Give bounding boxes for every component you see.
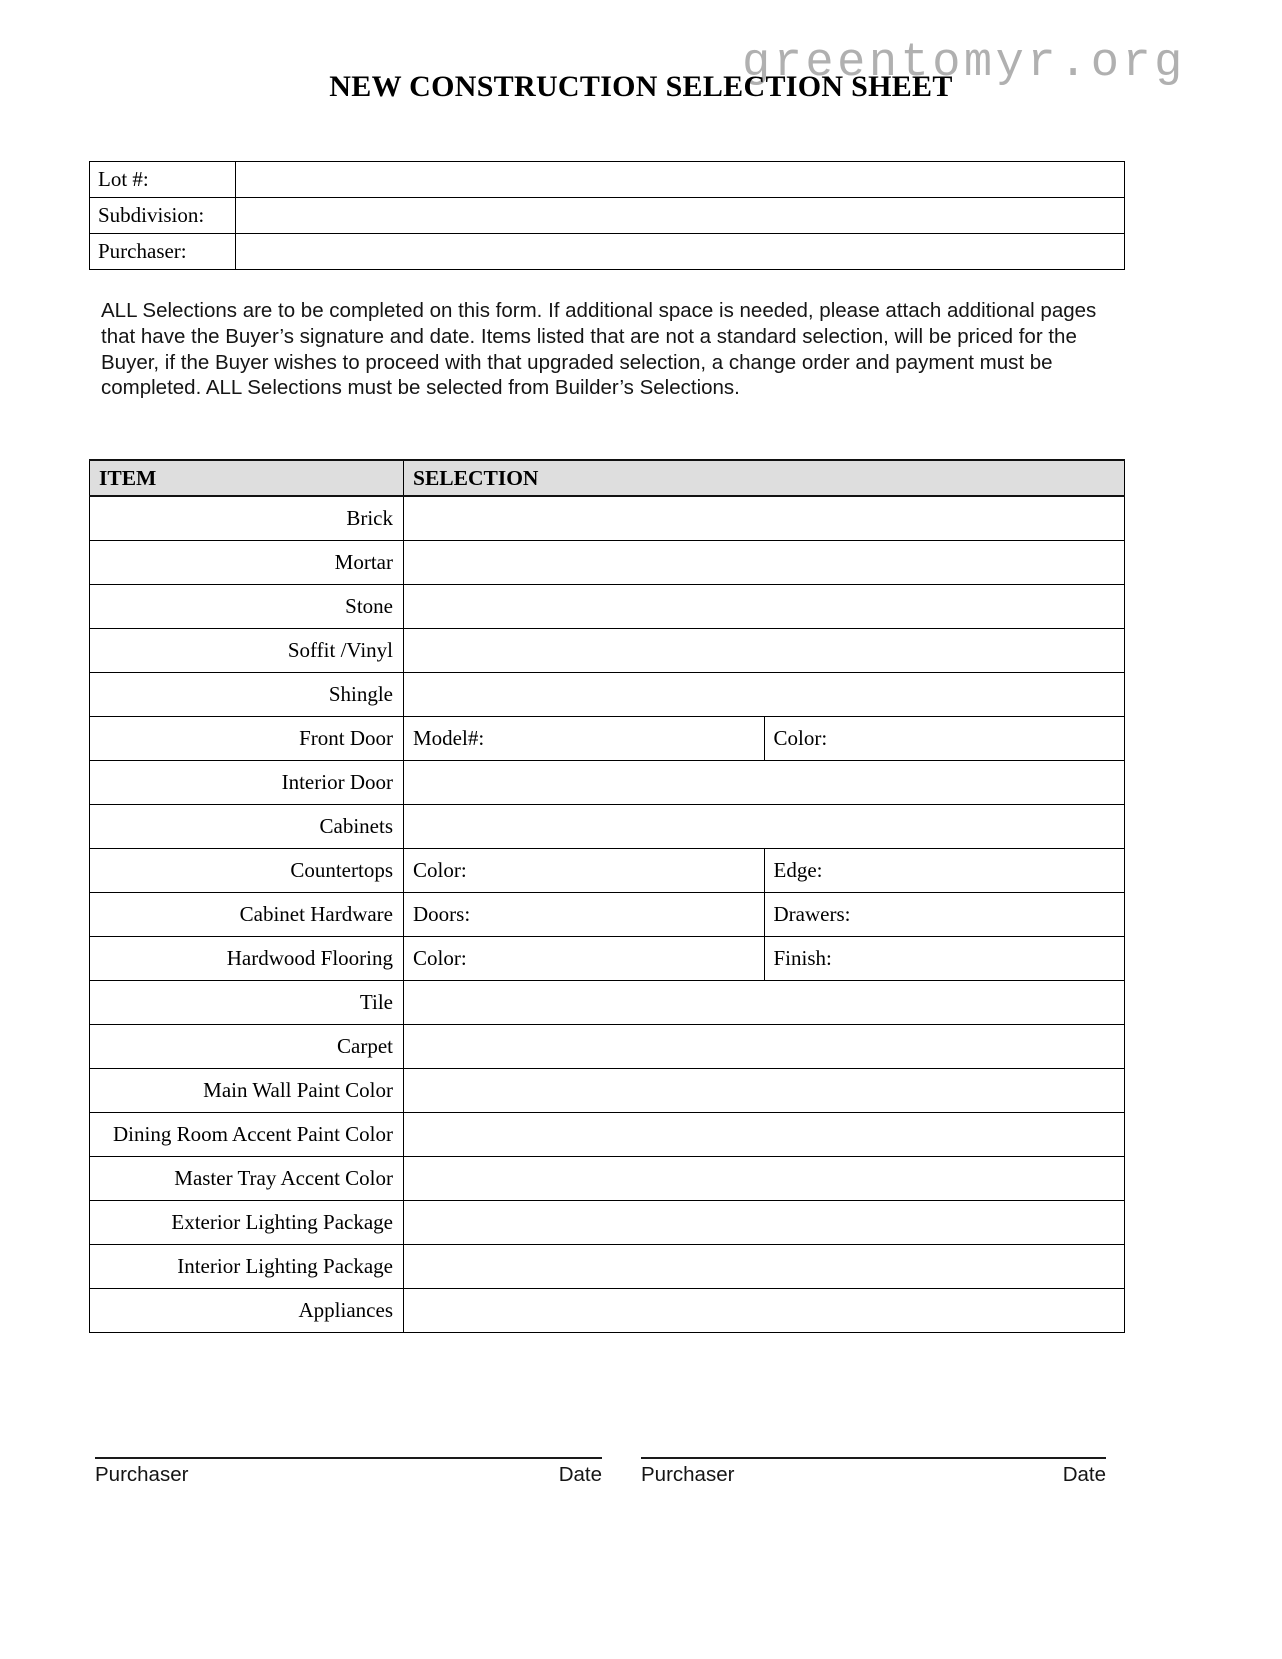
table-row: [90, 760, 1125, 804]
table-row: [90, 540, 1125, 584]
property-info-body: [90, 162, 1125, 270]
selection-field[interactable]: [404, 1024, 1125, 1068]
selection-field[interactable]: [404, 804, 1125, 848]
lot-number-field[interactable]: [236, 162, 1125, 198]
selection-field[interactable]: [404, 1288, 1125, 1332]
date-caption-1: Date: [558, 1463, 602, 1486]
signature-line-1[interactable]: [95, 1457, 602, 1459]
item-label: Interior Lighting Package: [90, 1244, 404, 1288]
subdivision-field[interactable]: [236, 198, 1125, 234]
table-row: [90, 672, 1125, 716]
property-info-table: [89, 161, 1125, 270]
page-title: NEW CONSTRUCTION SELECTION SHEET: [329, 70, 953, 103]
table-row: [90, 1024, 1125, 1068]
table-row: [90, 804, 1125, 848]
selection-subfield-a[interactable]: Model#:: [404, 716, 765, 760]
item-label: Brick: [90, 496, 404, 540]
table-row: [90, 1112, 1125, 1156]
signature-block-2: [641, 1441, 1106, 1511]
selection-field[interactable]: [404, 496, 1125, 540]
table-row: [90, 980, 1125, 1024]
selection-field[interactable]: [404, 1112, 1125, 1156]
selection-field[interactable]: [404, 540, 1125, 584]
subdivision-label: Subdivision:: [90, 198, 236, 234]
item-label: Cabinets: [90, 804, 404, 848]
selection-subfield-a[interactable]: Color:: [404, 936, 765, 980]
selection-field[interactable]: [404, 1068, 1125, 1112]
item-label: Front Door: [90, 716, 404, 760]
selection-subfield-b[interactable]: Finish:: [764, 936, 1125, 980]
selection-field[interactable]: [404, 980, 1125, 1024]
selection-subfield-b[interactable]: Color:: [764, 716, 1125, 760]
table-row: [90, 584, 1125, 628]
item-label: Interior Door: [90, 760, 404, 804]
selection-table-body: [90, 496, 1125, 1332]
table-row: [90, 1068, 1125, 1112]
purchaser-field[interactable]: [236, 234, 1125, 270]
selection-field[interactable]: [404, 1244, 1125, 1288]
selection-field[interactable]: [404, 628, 1125, 672]
item-label: Cabinet Hardware: [90, 892, 404, 936]
table-row: [90, 848, 1125, 892]
item-label: Soffit /Vinyl: [90, 628, 404, 672]
table-row: [90, 496, 1125, 540]
selection-table: [89, 459, 1125, 1333]
instructions-paragraph: ALL Selections are to be completed on this form. If additional space is needed, please attach additional pages that have the Buyer’s signature and date. Items listed that are not a standard selection, will be priced for the Buyer, if the Buyer wishes to proceed with that upgraded selection, a change order and payment must be completed. ALL Selections must be selected from Builder’s Selections.: [101, 299, 1097, 400]
item-label: Carpet: [90, 1024, 404, 1068]
item-label: Stone: [90, 584, 404, 628]
selection-field[interactable]: [404, 760, 1125, 804]
table-row: [90, 936, 1125, 980]
purchaser-caption-2: Purchaser: [641, 1463, 735, 1486]
lot-number-label: Lot #:: [90, 162, 236, 198]
selection-subfield-b[interactable]: Drawers:: [764, 892, 1125, 936]
selection-table-head: [90, 460, 1125, 496]
item-label: Countertops: [90, 848, 404, 892]
item-label: Main Wall Paint Color: [90, 1068, 404, 1112]
selection-subfield-b[interactable]: Edge:: [764, 848, 1125, 892]
table-row: [90, 892, 1125, 936]
selection-field[interactable]: [404, 672, 1125, 716]
site-watermark: greentomyr.org: [742, 37, 1186, 90]
purchaser-label: Purchaser:: [90, 234, 236, 270]
table-row: [90, 716, 1125, 760]
selection-field[interactable]: [404, 1200, 1125, 1244]
item-label: Shingle: [90, 672, 404, 716]
table-row: [90, 198, 1125, 234]
table-row: [90, 234, 1125, 270]
document-header: [0, 0, 1282, 140]
item-label: Master Tray Accent Color: [90, 1156, 404, 1200]
signature-line-2[interactable]: [641, 1457, 1106, 1459]
column-header-selection: SELECTION: [404, 460, 1125, 496]
item-label: Tile: [90, 980, 404, 1024]
selection-field[interactable]: [404, 1156, 1125, 1200]
item-label: Hardwood Flooring: [90, 936, 404, 980]
date-caption-2: Date: [1062, 1463, 1106, 1486]
item-label: Dining Room Accent Paint Color: [90, 1112, 404, 1156]
item-label: Appliances: [90, 1288, 404, 1332]
table-row: [90, 162, 1125, 198]
column-header-item: ITEM: [90, 460, 404, 496]
item-label: Mortar: [90, 540, 404, 584]
selection-field[interactable]: [404, 584, 1125, 628]
signature-block-1: [95, 1441, 602, 1511]
table-row: [90, 1156, 1125, 1200]
signature-labels-1: [95, 1463, 602, 1488]
table-row: [90, 1200, 1125, 1244]
table-row: [90, 1244, 1125, 1288]
signature-footer: [0, 1441, 1282, 1531]
selection-subfield-a[interactable]: Doors:: [404, 892, 765, 936]
purchaser-caption-1: Purchaser: [95, 1463, 189, 1486]
selection-subfield-a[interactable]: Color:: [404, 848, 765, 892]
table-row: [90, 1288, 1125, 1332]
table-header-row: [90, 460, 1125, 496]
signature-labels-2: [641, 1463, 1106, 1488]
table-row: [90, 628, 1125, 672]
item-label: Exterior Lighting Package: [90, 1200, 404, 1244]
